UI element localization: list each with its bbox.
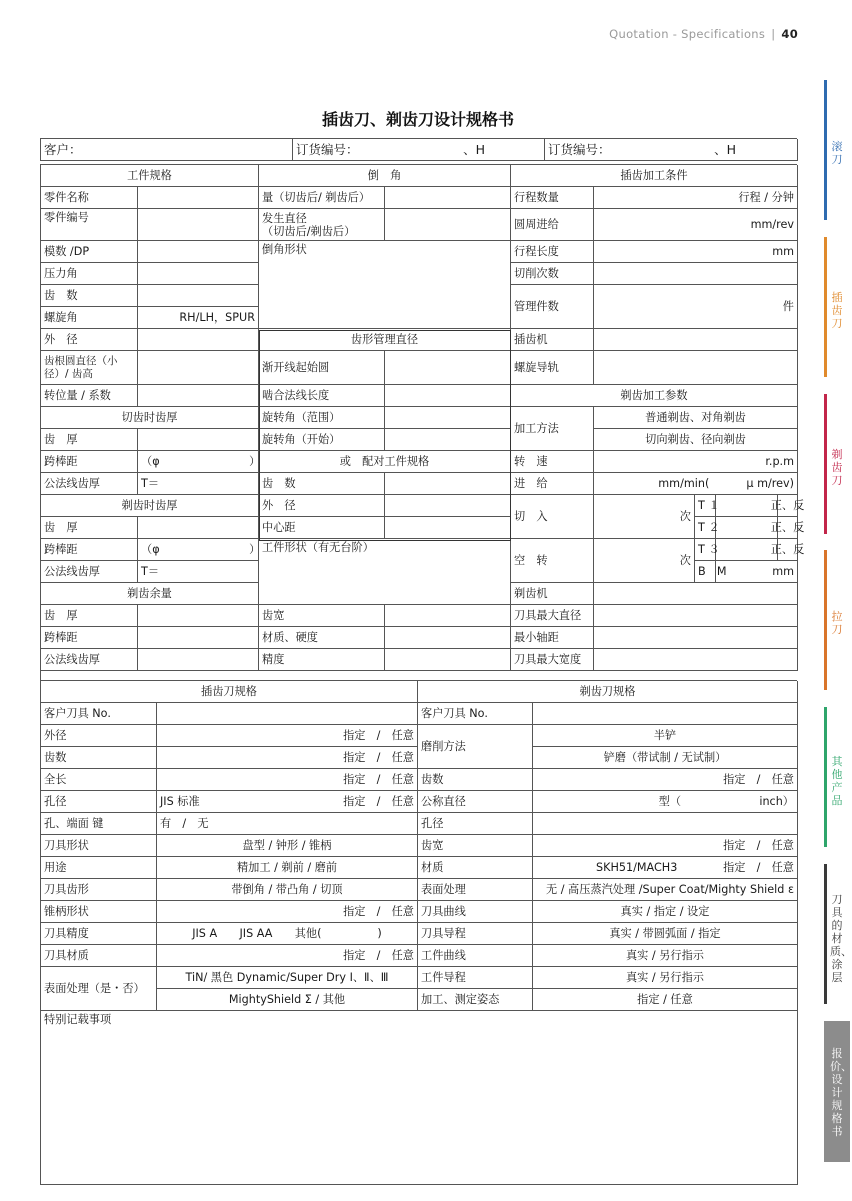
surface-option-1[interactable]: TiN/ 黑色 Dynamic/Super Dry Ⅰ、Ⅱ、Ⅲ xyxy=(157,967,418,989)
stroke-length-input[interactable]: mm xyxy=(594,241,798,263)
strokes-label: 行程数量 xyxy=(511,187,594,209)
shaver-face-width-label: 齿宽 xyxy=(418,835,533,857)
t3-direction[interactable]: 正、反 xyxy=(778,539,798,561)
tab-bar-broach[interactable] xyxy=(824,550,827,690)
tab-other-label[interactable]: 其他产品 xyxy=(831,755,843,807)
tab-bar-hob[interactable] xyxy=(824,80,827,220)
surface-treat-label: 表面处理 xyxy=(418,879,533,901)
tool-lead-input[interactable]: 真实 / 带圆弧面 / 指定 xyxy=(533,923,798,945)
order-label-1: 订货编号： xyxy=(296,142,359,157)
helix-angle-label: 螺旋角 xyxy=(41,307,138,329)
tab-hob-label[interactable]: 滚刀 xyxy=(831,140,843,166)
tool-curve-input[interactable]: 真实 / 指定 / 设定 xyxy=(533,901,798,923)
min-shaft-input[interactable] xyxy=(594,627,798,649)
bm-input[interactable]: mm xyxy=(716,561,798,583)
max-width-input[interactable] xyxy=(594,649,798,671)
rotation-range-label: 旋转角（范围） xyxy=(259,407,385,429)
tab-shaper-label[interactable]: 插齿刀 xyxy=(831,291,843,330)
mgmt-count-label: 管理件数 xyxy=(511,285,594,329)
cut-times-input[interactable] xyxy=(594,263,798,285)
order-label-2: 订货编号： xyxy=(548,142,611,157)
span-label-3: 公法线齿厚 xyxy=(41,649,138,671)
pressure-angle-label: 压力角 xyxy=(41,263,138,285)
shaper-spec-header: 插齿刀规格 xyxy=(41,681,418,703)
mating-teeth-input[interactable] xyxy=(385,473,511,495)
shaping-thickness-header: 切齿时齿厚 xyxy=(41,407,259,429)
usage-label: 用途 xyxy=(41,857,157,879)
work-shape-field[interactable]: 工件形状（有无台阶） xyxy=(259,539,511,605)
stroke-length-label: 行程长度 xyxy=(511,241,594,263)
mesh-length-label: 啮合法线长度 xyxy=(259,385,385,407)
bore-specify-text: 指定 / 任意 xyxy=(343,795,414,808)
tooth-thickness-input-2[interactable] xyxy=(138,517,259,539)
min-shaft-label: 最小轴距 xyxy=(511,627,594,649)
tool-material-label: 刀具材质 xyxy=(41,945,157,967)
mgmt-count-input[interactable]: 件 xyxy=(594,285,798,329)
center-distance-label: 中心距 xyxy=(259,517,385,539)
max-diameter-input[interactable] xyxy=(594,605,798,627)
surface-option-2[interactable]: MightyShield Σ / 其他 xyxy=(157,989,418,1011)
shaper-teeth-label: 齿数 xyxy=(41,747,157,769)
document-title: 插齿刀、剃齿刀设计规格书 xyxy=(321,110,514,129)
section-title: Quotation - Specifications xyxy=(609,27,766,41)
page-header: Quotation - Specifications | 40 xyxy=(609,27,798,41)
t2-label: T ２ xyxy=(695,517,716,539)
tooth-thickness-label-3: 齿 厚 xyxy=(41,605,138,627)
helix-angle-value[interactable]: RH/LH，SPUR xyxy=(138,307,259,329)
work-lead-label: 工件导程 xyxy=(418,967,533,989)
tooth-thickness-label: 齿 厚 xyxy=(41,429,138,451)
circ-feed-input[interactable]: mm/rev xyxy=(594,209,798,241)
key-input[interactable]: 有 / 无 xyxy=(157,813,418,835)
speed-input[interactable]: r.p.m xyxy=(594,451,798,473)
face-width-label: 齿宽 xyxy=(259,605,385,627)
feed-input[interactable]: mm/min( μ m/rev) xyxy=(594,473,798,495)
speed-label: 转 速 xyxy=(511,451,594,473)
chamfer-header: 倒 角 xyxy=(259,165,511,187)
shift-label: 转位量 / 系数 xyxy=(41,385,138,407)
tab-bar-shaver[interactable] xyxy=(824,394,827,534)
accuracy-label: 精度 xyxy=(259,649,385,671)
work-curve-label: 工件曲线 xyxy=(418,945,533,967)
accuracy-input[interactable] xyxy=(385,649,511,671)
over-pin-input[interactable]: （φ ） xyxy=(138,451,259,473)
teeth-input[interactable] xyxy=(138,285,259,307)
involute-start-label: 渐开线起始圆 xyxy=(259,351,385,385)
method-label: 加工方法 xyxy=(511,407,594,451)
t3-label: T ３ xyxy=(695,539,716,561)
shaving-allowance-header: 剃齿余量 xyxy=(41,583,259,605)
chamfer-amount-input[interactable] xyxy=(385,187,511,209)
tab-bar-material[interactable] xyxy=(824,864,827,1004)
shaver-cust-no-label: 客户刀具 No. xyxy=(418,703,533,725)
order-number-field-2[interactable] xyxy=(545,139,798,161)
tab-bar-shaper[interactable] xyxy=(824,237,827,377)
idle-times[interactable]: 次 xyxy=(594,539,695,583)
center-distance-input[interactable] xyxy=(385,517,511,539)
measure-posture-input[interactable]: 指定 / 任意 xyxy=(533,989,798,1011)
shaper-cust-no-input[interactable] xyxy=(157,703,418,725)
shaper-length-input[interactable]: 指定 / 任意 xyxy=(157,769,418,791)
mating-outer-label: 外 径 xyxy=(259,495,385,517)
nominal-dia-input[interactable]: 型（ inch） xyxy=(533,791,798,813)
module-label: 模数 /DP xyxy=(41,241,138,263)
tool-shape-label: 刀具形状 xyxy=(41,835,157,857)
shaving-thickness-header: 剃齿时齿厚 xyxy=(41,495,259,517)
usage-input[interactable]: 精加工 / 剃前 / 磨前 xyxy=(157,857,418,879)
mating-spec-header: 或 配对工件规格 xyxy=(259,451,511,473)
grind-option-2[interactable]: 铲磨（带试制 / 无试制） xyxy=(533,747,798,769)
t2-input[interactable] xyxy=(716,517,778,539)
tool-precision-label: 刀具精度 xyxy=(41,923,157,945)
part-name-label: 零件名称 xyxy=(41,187,138,209)
span-label: 公法线齿厚 xyxy=(41,473,138,495)
surface-label: 表面处理（是・否） xyxy=(41,967,157,1011)
rotation-start-input[interactable] xyxy=(385,429,511,451)
mesh-length-input[interactable] xyxy=(385,385,511,407)
shaver-bore-label: 孔径 xyxy=(418,813,533,835)
material-hardness-label: 材质、硬度 xyxy=(259,627,385,649)
work-curve-input[interactable]: 真实 / 另行指示 xyxy=(533,945,798,967)
over-pin-label-3: 跨棒距 xyxy=(41,627,138,649)
tooth-thickness-label-2: 齿 厚 xyxy=(41,517,138,539)
span-input-3[interactable] xyxy=(138,649,259,671)
infeed-label: 切 入 xyxy=(511,495,594,539)
gen-diameter-input[interactable] xyxy=(385,209,511,241)
face-width-input[interactable] xyxy=(385,605,511,627)
tooth-thickness-input-3[interactable] xyxy=(138,605,259,627)
tab-broach-label[interactable]: 拉刀 xyxy=(831,610,843,636)
part-number-input[interactable] xyxy=(138,209,259,241)
module-input[interactable] xyxy=(138,241,259,263)
rotation-start-label: 旋转角（开始） xyxy=(259,429,385,451)
page-number: 40 xyxy=(781,27,798,41)
surface-treat-input[interactable]: 无 / 高压蒸汽处理 /Super Coat/Mighty Shield ε xyxy=(533,879,798,901)
t1-label: T １ xyxy=(695,495,716,517)
span-input-2[interactable]: T＝ xyxy=(138,561,259,583)
mating-teeth-label: 齿 数 xyxy=(259,473,385,495)
tooth-form-input[interactable]: 带倒角 / 带凸角 / 切顶 xyxy=(157,879,418,901)
root-diameter-input[interactable] xyxy=(138,351,259,385)
rotation-range-input[interactable] xyxy=(385,407,511,429)
grind-option-1[interactable]: 半铲 xyxy=(533,725,798,747)
shaver-face-width-input[interactable]: 指定 / 任意 xyxy=(533,835,798,857)
shaver-teeth-input[interactable]: 指定 / 任意 xyxy=(533,769,798,791)
method-option-2[interactable]: 切向剃齿、径向剃齿 xyxy=(594,429,798,451)
shaving-params-header: 剃齿加工参数 xyxy=(511,385,798,407)
helical-guide-label: 螺旋导轨 xyxy=(511,351,594,385)
root-diameter-label: 齿根圆直径（小径）/ 齿高 xyxy=(41,351,138,385)
lower-tool-spec-form xyxy=(40,680,797,1185)
strokes-input[interactable]: 行程 / 分钟 xyxy=(594,187,798,209)
shaver-material-label: 材质 xyxy=(418,857,533,879)
over-pin-input-2[interactable]: （φ ） xyxy=(138,539,259,561)
shaper-label: 插齿机 xyxy=(511,329,594,351)
order-suffix-1: 、H xyxy=(463,142,485,157)
shaver-machine-input[interactable] xyxy=(594,583,798,605)
upper-spec-form xyxy=(40,164,805,693)
workpiece-spec-header: 工件规格 xyxy=(41,165,259,187)
shaping-conditions-header: 插齿加工条件 xyxy=(511,165,798,187)
tab-quotation-label[interactable]: 报价、设计规格书 xyxy=(830,1047,852,1138)
customer-label: 客户： xyxy=(44,142,82,157)
teeth-label: 齿 数 xyxy=(41,285,138,307)
shaper-outer-label: 外径 xyxy=(41,725,157,747)
measure-posture-label: 加工、测定姿态 xyxy=(418,989,533,1011)
part-name-input[interactable] xyxy=(138,187,259,209)
work-lead-input[interactable]: 真实 / 另行指示 xyxy=(533,967,798,989)
over-pin-input-3[interactable] xyxy=(138,627,259,649)
shaper-cust-no-label: 客户刀具 No. xyxy=(41,703,157,725)
shaper-length-label: 全长 xyxy=(41,769,157,791)
part-number-label: 零件编号 xyxy=(41,209,138,241)
customer-field[interactable] xyxy=(41,139,293,161)
tab-bar-other[interactable] xyxy=(824,707,827,847)
mating-outer-input[interactable] xyxy=(385,495,511,517)
remarks-field[interactable]: 特别记载事项 xyxy=(41,1011,798,1185)
max-diameter-label: 刀具最大直径 xyxy=(511,605,594,627)
taper-shape-label: 锥柄形状 xyxy=(41,901,157,923)
chamfer-shape-field[interactable]: 倒角形状 xyxy=(259,241,511,329)
key-label: 孔、端面 键 xyxy=(41,813,157,835)
helical-guide-input[interactable] xyxy=(594,351,798,385)
shaper-input[interactable] xyxy=(594,329,798,351)
shaper-bore-label: 孔径 xyxy=(41,791,157,813)
max-width-label: 刀具最大宽度 xyxy=(511,649,594,671)
cut-times-label: 切削次数 xyxy=(511,263,594,285)
circ-feed-label: 圆周进给 xyxy=(511,209,594,241)
outer-diameter-label: 外 径 xyxy=(41,329,138,351)
tab-material-label[interactable]: 刀具的材质、涂层 xyxy=(830,893,852,984)
shaver-material-input[interactable] xyxy=(533,857,798,879)
span-label-2: 公法线齿厚 xyxy=(41,561,138,583)
material-value-text: SKH51/MACH3 xyxy=(596,861,678,874)
method-option-1[interactable]: 普通剃齿、对角剃齿 xyxy=(594,407,798,429)
tool-precision-input[interactable]: JIS A JIS AA 其他( ) xyxy=(157,923,418,945)
tool-material-input[interactable]: 指定 / 任意 xyxy=(157,945,418,967)
shaver-teeth-label: 齿数 xyxy=(418,769,533,791)
shaper-teeth-input[interactable]: 指定 / 任意 xyxy=(157,747,418,769)
gen-diameter-label: 发生直径 （切齿后/剃齿后） xyxy=(259,209,385,241)
shaver-bore-input[interactable] xyxy=(533,813,798,835)
tool-shape-input[interactable]: 盘型 / 钟形 / 锥柄 xyxy=(157,835,418,857)
over-pin-label: 跨棒距 xyxy=(41,451,138,473)
infeed-times[interactable]: 次 xyxy=(594,495,695,539)
shaver-machine-label: 剃齿机 xyxy=(511,583,594,605)
order-number-field-1[interactable] xyxy=(293,139,545,161)
profile-control-header: 齿形管理直径 xyxy=(259,329,511,351)
shift-input[interactable] xyxy=(138,385,259,407)
feed-label: 进 给 xyxy=(511,473,594,495)
over-pin-label-2: 跨棒距 xyxy=(41,539,138,561)
tool-curve-label: 刀具曲线 xyxy=(418,901,533,923)
tab-shaver-label[interactable]: 剃齿刀 xyxy=(831,448,843,487)
pressure-angle-input[interactable] xyxy=(138,263,259,285)
tooth-form-label: 刀具齿形 xyxy=(41,879,157,901)
outer-diameter-input[interactable] xyxy=(138,329,259,351)
t3-input[interactable] xyxy=(716,539,778,561)
t1-input[interactable] xyxy=(716,495,778,517)
nominal-dia-label: 公称直径 xyxy=(418,791,533,813)
idle-label: 空 转 xyxy=(511,539,594,583)
chamfer-amount-label: 量（切齿后/ 剃齿后） xyxy=(259,187,385,209)
bore-std-text: JIS 标准 xyxy=(160,795,200,808)
bm-label: B M xyxy=(695,561,716,583)
grind-method-label: 磨削方法 xyxy=(418,725,533,769)
taper-shape-input[interactable]: 指定 / 任意 xyxy=(157,901,418,923)
shaper-outer-input[interactable]: 指定 / 任意 xyxy=(157,725,418,747)
material-hardness-input[interactable] xyxy=(385,627,511,649)
t1-direction[interactable]: 正、反 xyxy=(778,495,798,517)
tool-lead-label: 刀具导程 xyxy=(418,923,533,945)
shaper-bore-input[interactable] xyxy=(157,791,418,813)
shaver-spec-header: 剃齿刀规格 xyxy=(418,681,798,703)
t2-direction[interactable]: 正、反 xyxy=(778,517,798,539)
material-specify-text: 指定 / 任意 xyxy=(723,861,794,874)
involute-start-input[interactable] xyxy=(385,351,511,385)
span-input[interactable]: T＝ xyxy=(138,473,259,495)
tooth-thickness-input[interactable] xyxy=(138,429,259,451)
order-suffix-2: 、H xyxy=(714,142,736,157)
shaver-cust-no-input[interactable] xyxy=(533,703,798,725)
customer-row xyxy=(40,138,797,161)
